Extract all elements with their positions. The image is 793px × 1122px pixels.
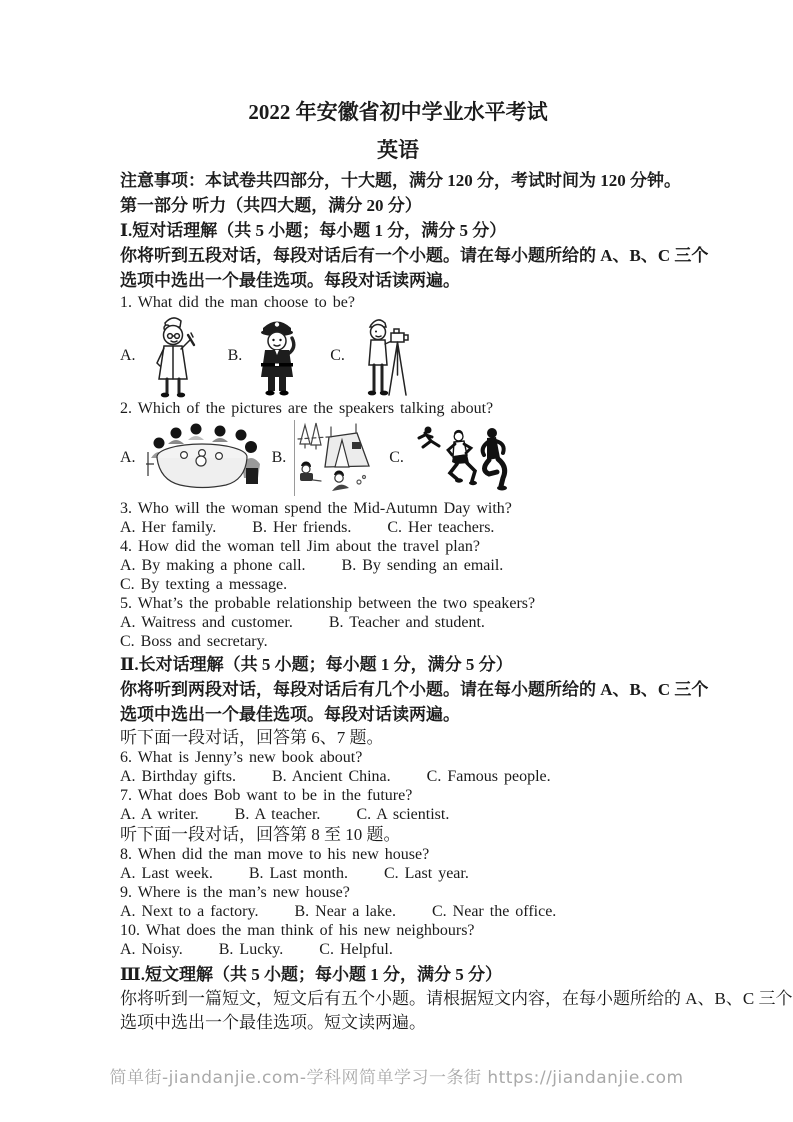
question-6-options bbox=[120, 767, 676, 786]
question-2-pictures bbox=[120, 419, 676, 497]
camping-image bbox=[294, 420, 373, 496]
question-8-text: 8. When did the man move to his new house? bbox=[120, 846, 430, 863]
option-b: B. By sending an email. bbox=[341, 557, 504, 574]
family-dinner-image bbox=[144, 420, 262, 496]
question-7-text: 7. What does Bob want to be in the future? bbox=[120, 787, 413, 804]
question-10-text: 10. What does the man think of his new neighbours? bbox=[120, 922, 475, 939]
question-9-text: 9. Where is the man’s new house? bbox=[120, 884, 350, 901]
option-b: B. Near a lake. bbox=[294, 903, 396, 920]
exam-title: 2022 年安徽省初中学业水平考试 bbox=[248, 100, 548, 124]
question-3-text: 3. Who will the woman spend the Mid-Autumn Day with? bbox=[120, 500, 512, 517]
option-c: C. Famous people. bbox=[426, 768, 551, 785]
option-b-label: B. bbox=[271, 449, 287, 466]
doctor-image bbox=[144, 313, 200, 399]
section-1-instructions-line2: 选项中选出一个最佳选项。每段对话读两遍。 bbox=[120, 271, 460, 290]
exam-content bbox=[120, 97, 793, 1035]
option-c: C. By texting a message. bbox=[120, 576, 288, 593]
policeman-image bbox=[250, 313, 304, 399]
question-10-options bbox=[120, 940, 676, 959]
option-b-label: B. bbox=[227, 347, 243, 364]
question-5-options-row2 bbox=[120, 632, 676, 651]
question-4-options-row1 bbox=[120, 556, 676, 575]
option-c: C. Her teachers. bbox=[387, 519, 495, 536]
option-c: C. Boss and secretary. bbox=[120, 633, 268, 650]
question-5-options-row1 bbox=[120, 613, 676, 632]
option-a: A. Noisy. bbox=[120, 941, 183, 958]
question-4-text: 4. How did the woman tell Jim about the travel plan? bbox=[120, 538, 480, 555]
section-2-heading: Ⅱ.长对话理解（共 5 小题；每小题 1 分，满分 5 分） bbox=[120, 655, 513, 674]
question-1-pictures bbox=[120, 313, 676, 399]
question-3-options bbox=[120, 518, 676, 537]
site-watermark: 简单街-jiandanjie.com-学科网简单学习一条街 https://jiandanjie.com bbox=[109, 1068, 684, 1088]
option-a-label: A. bbox=[120, 449, 136, 466]
option-a: A. By making a phone call. bbox=[120, 557, 306, 574]
section-2-instructions-line1: 你将听到两段对话，每段对话后有几个小题。请在每小题所给的 A、B、C 三个 bbox=[120, 680, 709, 699]
option-b: B. Teacher and student. bbox=[328, 614, 485, 631]
option-c: C. Helpful. bbox=[319, 941, 393, 958]
photographer-image bbox=[353, 313, 411, 399]
section-3-heading: Ⅲ.短文理解（共 5 小题；每小题 1 分，满分 5 分） bbox=[120, 965, 502, 984]
option-a: A. Waitress and customer. bbox=[120, 614, 293, 631]
section-1-heading: Ⅰ.短对话理解（共 5 小题；每小题 1 分，满分 5 分） bbox=[120, 221, 507, 240]
section-1-short-dialogues bbox=[120, 218, 709, 651]
option-a: A. A writer. bbox=[120, 806, 199, 823]
running-image bbox=[412, 422, 510, 494]
option-c-label: C. bbox=[389, 449, 404, 466]
section-3-passage bbox=[120, 962, 793, 1035]
section-3-instructions-line2: 选项中选出一个最佳选项。短文读两遍。 bbox=[120, 1013, 426, 1032]
question-9-options bbox=[120, 902, 676, 921]
question-1-text: 1. What did the man choose to be? bbox=[120, 294, 355, 311]
section-2-long-dialogues bbox=[120, 652, 709, 959]
dialog-2-note: 听下面一段对话，回答第 8 至 10 题。 bbox=[120, 825, 401, 844]
option-a: A. Her family. bbox=[120, 519, 217, 536]
exam-notice: 注意事项：本试卷共四部分，十大题，满分 120 分，考试时间为 120 分钟。 bbox=[120, 171, 681, 190]
question-8-options bbox=[120, 864, 676, 883]
option-b: B. A teacher. bbox=[234, 806, 321, 823]
option-c: C. Near the office. bbox=[431, 903, 557, 920]
question-6-text: 6. What is Jenny’s new book about? bbox=[120, 749, 363, 766]
option-a: A. Birthday gifts. bbox=[120, 768, 236, 785]
option-b: B. Ancient China. bbox=[272, 768, 391, 785]
option-c: C. A scientist. bbox=[356, 806, 450, 823]
option-a: A. Last week. bbox=[120, 865, 213, 882]
question-7-options bbox=[120, 805, 676, 824]
option-c: C. Last year. bbox=[383, 865, 469, 882]
section-3-instructions-line1: 你将听到一篇短文，短文后有五个小题。请根据短文内容，在每小题所给的 A、B、C 三个 bbox=[120, 989, 793, 1008]
option-b: B. Last month. bbox=[248, 865, 348, 882]
part1-heading: 第一部分 听力（共四大题，满分 20 分） bbox=[120, 196, 422, 215]
section-1-instructions-line1: 你将听到五段对话，每段对话后有一个小题。请在每小题所给的 A、B、C 三个 bbox=[120, 246, 709, 265]
option-a: A. Next to a factory. bbox=[120, 903, 259, 920]
question-2-text: 2. Which of the pictures are the speakers talking about? bbox=[120, 400, 494, 417]
dialog-1-note: 听下面一段对话，回答第 6、7 题。 bbox=[120, 728, 384, 747]
question-4-options-row2 bbox=[120, 575, 676, 594]
option-b: B. Lucky. bbox=[218, 941, 284, 958]
section-2-instructions-line2: 选项中选出一个最佳选项。每段对话读两遍。 bbox=[120, 705, 460, 724]
option-b: B. Her friends. bbox=[252, 519, 352, 536]
exam-subject: 英语 bbox=[377, 138, 419, 162]
option-c-label: C. bbox=[330, 347, 345, 364]
option-a-label: A. bbox=[120, 347, 136, 364]
question-5-text: 5. What’s the probable relationship between the two speakers? bbox=[120, 595, 536, 612]
